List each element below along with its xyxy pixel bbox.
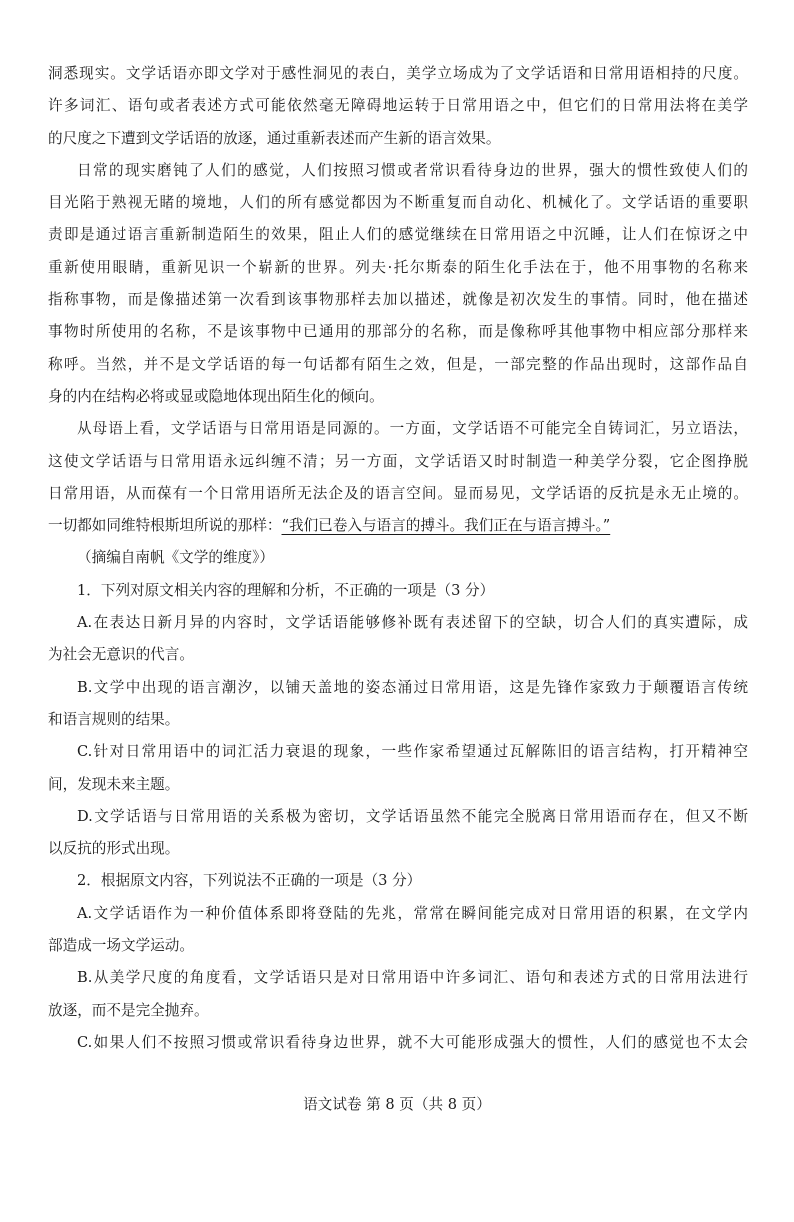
q1-option-b: B.文学中出现的语言潮汐，以铺天盖地的姿态涌过日常用语，这是先锋作家致力于颠覆语言传统	[77, 678, 748, 696]
passage-body	[48, 58, 748, 1059]
text-line: 日常用语，从而葆有一个日常用语所无法企及的语言空间。显而易见，文学话语的反抗是永无止境的。	[48, 484, 748, 502]
q2-option-a: A.文学话语作为一种价值体系即将登陆的先兆，常常在瞬间能完成对日常用语的积累，在文学内	[77, 904, 748, 922]
q2-option-c: C.如果人们不按照习惯或常识看待身边世界，就不大可能形成强大的惯性，人们的感觉也不太会	[77, 1033, 748, 1051]
paragraph-start-line: 日常的现实磨钝了人们的感觉，人们按照习惯或者常识看待身边的世界，强大的惯性致使人们的	[77, 161, 748, 179]
text-line: 许多词汇、语句或者表述方式可能依然毫无障碍地运转于日常用语之中，但它们的日常用法将在美学	[48, 97, 748, 115]
paragraph-start-line: 从母语上看，文学话语与日常用语是同源的。一方面，文学话语不可能完全自铸词汇，另立语法，	[77, 420, 748, 438]
q1-option-c: C.针对日常用语中的词汇活力衰退的现象，一些作家希望通过瓦解陈旧的语言结构，打开精神空	[77, 743, 748, 761]
q1-option-d: D.文学话语与日常用语的关系极为密切，文学话语虽然不能完全脱离日常用语而存在，但又不断	[77, 807, 748, 825]
text-line: 身的内在结构必将或显或隐地体现出陌生化的倾向。	[48, 387, 384, 405]
question-2-stem: 2．根据原文内容，下列说法不正确的一项是（3 分）	[77, 872, 422, 890]
q1-option-b-cont: 和语言规则的结果。	[48, 710, 180, 728]
text-line: 目光陷于熟视无睹的境地，人们的所有感觉都因为不断重复而自动化、机械化了。文学话语的重要职	[48, 194, 748, 212]
q2-option-a-cont: 部造成一场文学运动。	[48, 937, 194, 955]
q1-option-c-cont: 间，发现未来主题。	[48, 775, 180, 793]
text-line: 指称事物，而是像描述第一次看到该事物那样去加以描述，就像是初次发生的事情。同时，他在描述	[48, 291, 748, 309]
q2-option-b-cont: 放逐，而不是完全抛弃。	[48, 1001, 209, 1019]
quote-lead: 一切都如同维特根斯坦所说的那样：	[48, 517, 282, 535]
underlined-quote: “我们已卷入与语言的搏斗。我们正在与语言搏斗。”	[281, 517, 611, 535]
quote-line	[48, 510, 748, 542]
text-line: 这使文学话语与日常用语永远纠缠不清；另一方面，文学话语又时时制造一种美学分裂，它企图挣脱	[48, 452, 748, 470]
text-line: 的尺度之下遭到文学话语的放逐，通过重新表述而产生新的语言效果。	[48, 129, 501, 147]
page-footer: 语文试卷 第 8 页（共 8 页）	[303, 1096, 491, 1113]
text-line: 称呼。当然，并不是文学话语的每一句话都有陌生之效，但是，一部完整的作品出现时，这部作品自	[48, 355, 748, 373]
text-line: 责即是通过语言重新制造陌生的效果，阻止人们的感觉继续在日常用语之中沉睡，让人们在惊讶之中	[48, 226, 748, 244]
source-citation: （摘编自南帆《文学的维度》）	[77, 549, 275, 567]
text-line: 重新使用眼睛，重新见识一个崭新的世界。列夫·托尔斯泰的陌生化手法在于，他不用事物的名称来	[48, 258, 748, 276]
q1-option-d-cont: 以反抗的形式出现。	[48, 840, 180, 858]
q2-option-b: B.从美学尺度的角度看，文学话语只是对日常用语中许多词汇、语句和表述方式的日常用法进行	[77, 969, 748, 987]
text-line: 洞悉现实。文学话语亦即文学对于感性洞见的表白，美学立场成为了文学话语和日常用语相持的尺度。	[48, 65, 748, 82]
q1-option-a: A.在表达日新月异的内容时，文学话语能够修补既有表述留下的空缺，切合人们的真实遭际，成	[77, 614, 748, 632]
question-1-stem: 1．下列对原文相关内容的理解和分析，不正确的一项是（3 分）	[77, 581, 495, 599]
text-line: 事物时所使用的名称，不是该事物中已通用的那部分的名称，而是像称呼其他事物中相应部分那样来	[48, 323, 748, 341]
q1-option-a-cont: 为社会无意识的代言。	[48, 646, 194, 664]
